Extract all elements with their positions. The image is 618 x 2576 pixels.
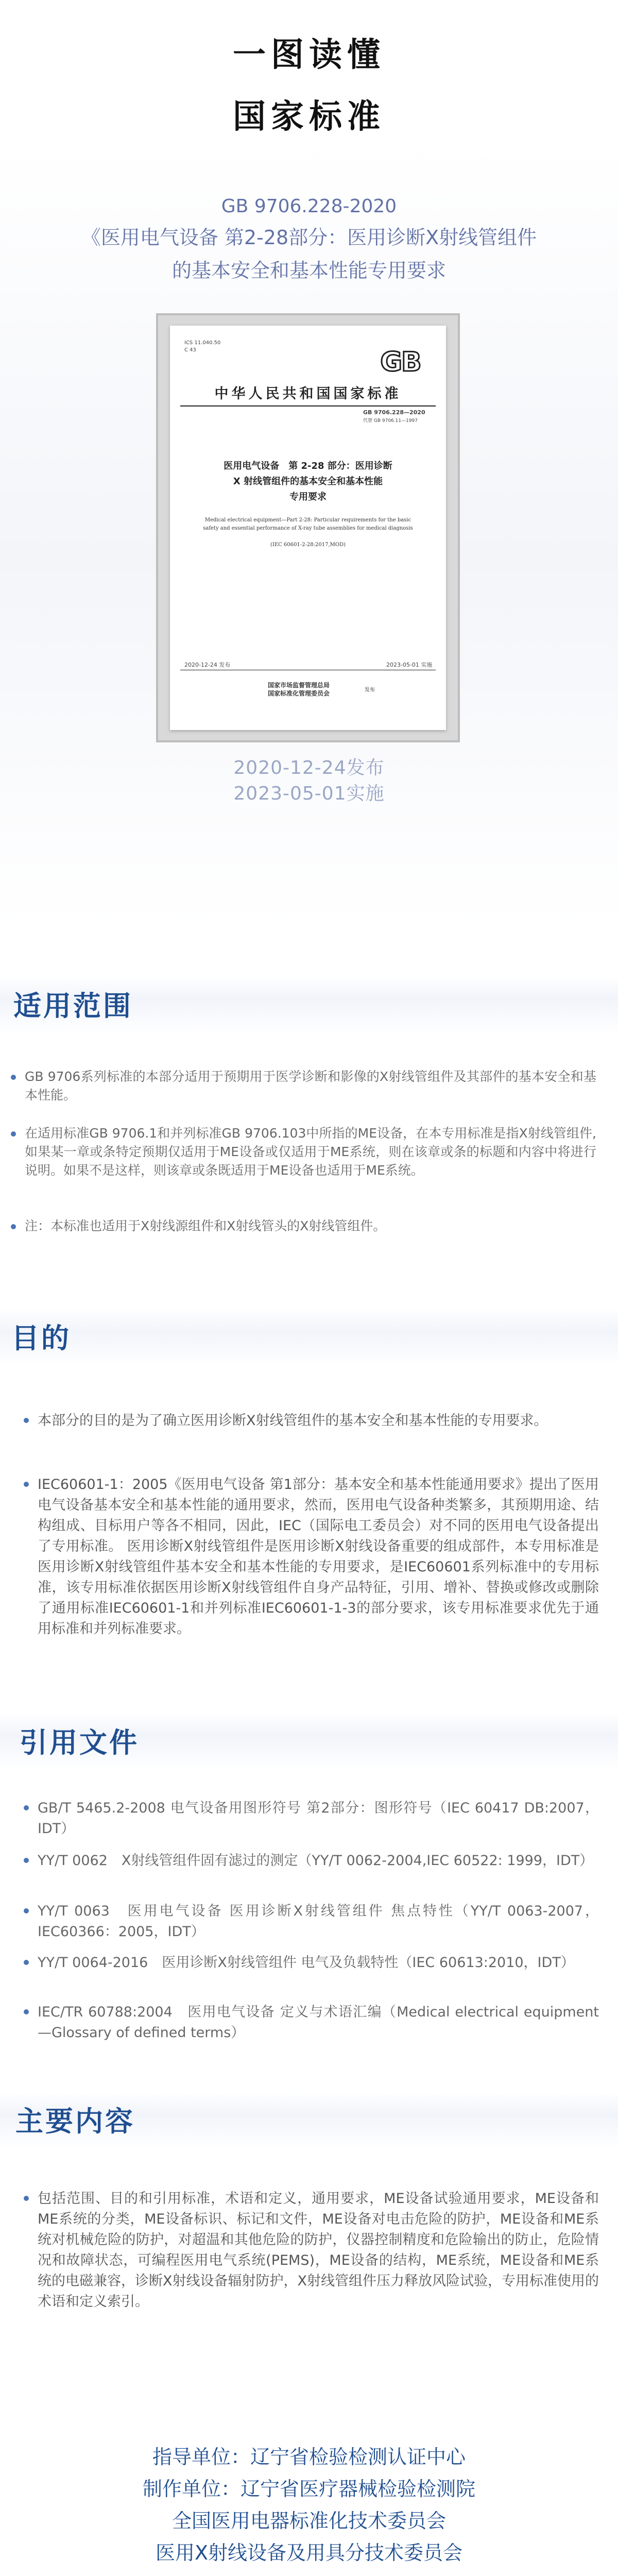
cover-divider-top — [180, 405, 436, 406]
cover-publisher1: 国家市场监督管理总局 — [268, 682, 330, 689]
scope-item: GB 9706系列标准的本部分适用于预期用于医学诊断和影像的X射线管组件及其部件的基本安全和基本性能。 — [25, 1067, 596, 1105]
scope-item: 注：本标准也适用于X射线源组件和X射线管头的X射线管组件。 — [25, 1217, 596, 1235]
footer-org2: 医用X射线设备及用具分技术委员会 — [155, 2541, 463, 2564]
scope-title: 适用范围 — [13, 990, 133, 1022]
cover-ics: ICS 11.040.50 — [184, 340, 221, 346]
reference-item: GB/T 5465.2-2008 电气设备用图形符号 第2部分：图形符号（IEC 60417 DB:2007，IDT） — [38, 1798, 599, 1839]
reference-item: YY/T 0063 医用电气设备 医用诊断X射线管组件 焦点特性（YY/T 0063-2007，IEC60366：2005，IDT） — [38, 1901, 599, 1942]
cover-iec-ref: (IEC 60601-2-28:2017,MOD) — [270, 542, 346, 548]
purpose-item: 本部分的目的是为了确立医用诊断X射线管组件的基本安全和基本性能的专用要求。 — [38, 1411, 599, 1431]
cover-impl-date: 2023-05-01 实施 — [386, 662, 433, 668]
reference-item: YY/T 0064-2016 医用诊断X射线管组件 电气及负载特性（IEC 60613:2010，IDT） — [38, 1953, 599, 1973]
references-title: 引用文件 — [20, 1726, 139, 1759]
cover-std-no: GB 9706.228—2020 — [363, 409, 425, 416]
cover-en-line1: Medical electrical equipment—Part 2-28: Particular requirements for the basic — [204, 517, 411, 523]
cover-publisher2: 国家标准化管理委员会 — [268, 690, 330, 697]
purpose-title: 目的 — [11, 1322, 71, 1354]
footer-producer: 制作单位：辽宁省医疗器械检验检测院 — [142, 2478, 475, 2500]
cover-ccs: C 43 — [184, 347, 196, 353]
cover-title-line1: 医用电气设备 第 2-28 部分：医用诊断 — [224, 461, 392, 471]
footer-org1: 全国医用电器标准化技术委员会 — [171, 2510, 446, 2532]
reference-item: YY/T 0062 X射线管组件固有滤过的测定（YY/T 0062-2004,IEC 60522: 1999，IDT） — [38, 1851, 599, 1871]
cover-en-line2: safety and essential performance of X-ray tube assemblies for medical diagnosis — [203, 526, 413, 531]
cover-replaces: 代替 GB 9706.11—1997 — [363, 418, 418, 423]
standard-name-line2: 的基本安全和基本性能专用要求 — [171, 259, 446, 282]
cover-country: 中华人民共和国国家标准 — [214, 386, 402, 402]
implement-date: 2023-05-01实施 — [233, 783, 385, 804]
contents-item: 包括范围、目的和引用标准，术语和定义，通用要求，ME设备试验通用要求，ME设备和ME系统的分类，ME设备标识、标记和文件，ME设备对电击危险的防护，ME设备和ME系统对机械危险的防护，对超温和其他危险的防护，仪器控制精度和危险输出的防止，危险情况和故障状态，可编程医用电气系统(PEMS)，ME设备的结构，ME系统，ME设备和ME系统的电磁兼容，诊断X射线设备辐射防护，X射线管组件压力释放风险试验，专用标准使用的术语和定义索引。 — [38, 2189, 599, 2312]
gb-logo: GB — [380, 347, 421, 378]
cover-title-line2: X 射线管组件的基本安全和基本性能 — [233, 476, 383, 487]
hero-title-line2: 国家标准 — [233, 98, 385, 136]
hero-title-line1: 一图读懂 — [233, 36, 385, 74]
footer-guide-unit: 指导单位：辽宁省检验检测认证中心 — [152, 2446, 466, 2468]
cover-publish-word: 发布 — [365, 687, 375, 693]
cover-title-line3: 专用要求 — [289, 492, 327, 502]
issue-date: 2020-12-24发布 — [233, 757, 385, 778]
scope-item: 在适用标准GB 9706.1和并列标准GB 9706.103中所指的ME设备，在本专用标准是指X射线管组件,如果某一章或条特定预期仅适用于ME设备或仅适用于ME系统，则在该章或条的标题和内容中将进行说明。如果不是这样，则该章或条既适用于ME设备也适用于ME系统。 — [25, 1124, 596, 1180]
reference-item: IEC/TR 60788:2004 医用电气设备 定义与术语汇编（Medical electrical equipment—Glossary of defined terms） — [38, 2002, 599, 2043]
contents-title: 主要内容 — [15, 2105, 135, 2138]
purpose-header-band — [0, 1309, 618, 1365]
standard-cover-image — [170, 326, 446, 730]
standard-name-line1: 《医用电气设备 第2-28部分：医用诊断X射线管组件 — [81, 226, 537, 249]
purpose-item: IEC60601-1：2005《医用电气设备 第1部分：基本安全和基本性能通用要求》提出了医用电气设备基本安全和基本性能的通用要求，然而，医用电气设备种类繁多，其预期用途、结构组成、目标用户等各不相同，因此，IEC（国际电工委员会）对不同的医用电气设备提出了专用标准。 医用诊断X射线管组件是医用诊断X射线设备重要的组成部件，本专用标准是医用诊断X射线管组件基本安全和基本性能的专用要求，是IEC60601系列标准中的专用标准，该专用标准依据医用诊断X射线管组件自身产品特征，引用、增补、替换或修改或删除了通用标准IEC60601-1和并列标准IEC60601-1-3的部分要求，该专用标准要求优先于通用标准和并列标准要求。 — [38, 1475, 599, 1639]
cover-issue-date: 2020-12-24 发布 — [184, 662, 231, 668]
standard-code: GB 9706.228-2020 — [221, 196, 397, 217]
